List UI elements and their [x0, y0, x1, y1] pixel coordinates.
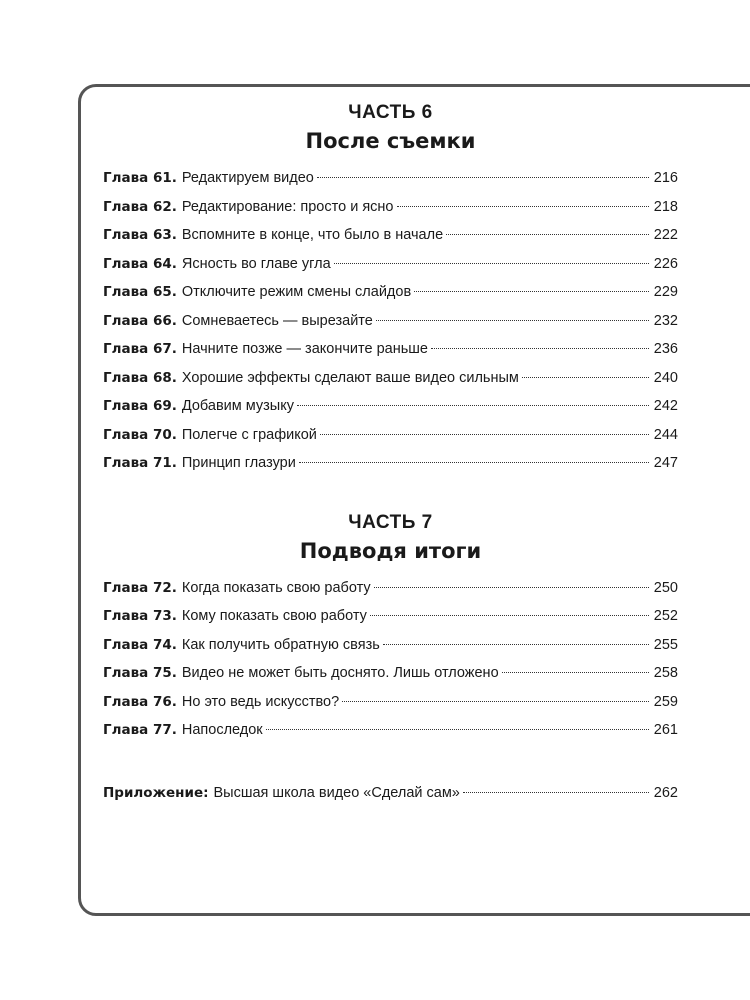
chapter-title: Начните позже — закончите раньше [181, 341, 428, 357]
page-number: 236 [653, 341, 678, 357]
dot-leader [266, 729, 649, 730]
chapter-title: Полегче с графикой [181, 426, 317, 443]
page-number: 261 [653, 722, 678, 738]
toc-entry-chapter-75[interactable] [103, 659, 678, 688]
part-6-title: После съемки [305, 129, 476, 153]
part-6-section [103, 100, 678, 478]
page-number: 222 [653, 227, 678, 243]
page-number: 240 [653, 369, 678, 386]
toc-entry-chapter-67[interactable] [103, 335, 678, 364]
toc-entry-chapter-74[interactable] [103, 631, 678, 660]
chapter-title: Ясность во главе угла [181, 255, 331, 272]
toc-entry-chapter-70[interactable] [103, 421, 678, 450]
dot-leader [502, 672, 649, 673]
dot-leader [317, 177, 649, 178]
chapter-title: Отключите режим смены слайдов [181, 284, 412, 300]
appendix-list [103, 779, 678, 808]
page-number: 218 [653, 198, 678, 215]
chapter-title: Добавим музыку [181, 398, 294, 414]
page-number: 226 [653, 255, 678, 272]
dot-leader [320, 434, 649, 435]
toc-entry-chapter-63[interactable] [103, 221, 678, 250]
dot-leader [297, 405, 649, 406]
page-number: 258 [653, 665, 678, 681]
chapter-number: Глава 74. [103, 636, 177, 653]
part-7-section [103, 510, 678, 745]
chapter-number: Глава 69. [103, 398, 177, 414]
dot-leader [414, 291, 649, 292]
part-7-label: ЧАСТЬ 7 [348, 511, 433, 533]
chapter-number: Глава 72. [103, 579, 177, 596]
dot-leader [397, 206, 650, 207]
chapter-number: Глава 71. [103, 455, 177, 471]
chapter-title: Хорошие эффекты сделают ваше видео сильным [181, 369, 519, 386]
toc-entry-chapter-64[interactable] [103, 250, 678, 279]
chapter-title: Вспомните в конце, что было в начале [181, 227, 444, 243]
appendix-title: Высшая школа видео «Сделай сам» [213, 784, 460, 801]
toc-entry-chapter-76[interactable] [103, 688, 678, 717]
chapter-number: Глава 65. [103, 284, 177, 300]
dot-leader [383, 644, 649, 645]
page-number: 250 [653, 579, 678, 596]
part-7-title: Подводя итоги [299, 538, 482, 563]
chapter-number: Глава 63. [103, 227, 177, 243]
toc-entry-chapter-73[interactable] [103, 602, 678, 631]
dot-leader [334, 263, 649, 264]
page-number: 242 [653, 398, 678, 414]
chapter-title: Сомневаетесь — вырезайте [181, 312, 373, 329]
chapter-number: Глава 70. [103, 426, 177, 443]
chapter-title: Но это ведь искусство? [181, 693, 340, 710]
chapter-number: Глава 68. [103, 369, 177, 386]
toc-entry-chapter-62[interactable] [103, 193, 678, 222]
dot-leader [376, 320, 649, 321]
toc-entry-chapter-77[interactable] [103, 716, 678, 745]
toc-entry-chapter-65[interactable] [103, 278, 678, 307]
toc-entry-appendix[interactable] [103, 779, 678, 808]
chapter-number: Глава 67. [103, 341, 177, 357]
chapter-title: Кому показать свою работу [181, 608, 367, 624]
chapter-number: Глава 77. [103, 722, 177, 738]
dot-leader [431, 348, 649, 349]
chapter-number: Глава 73. [103, 608, 177, 624]
toc-entry-chapter-72[interactable] [103, 574, 678, 603]
dot-leader [342, 701, 649, 702]
part-6-chapter-list [103, 164, 678, 478]
dot-leader [374, 587, 649, 588]
chapter-number: Глава 75. [103, 665, 177, 681]
dot-leader [522, 377, 649, 378]
part-7-chapter-list [103, 574, 678, 745]
chapter-title: Когда показать свою работу [181, 579, 371, 596]
chapter-title: Видео не может быть доснято. Лишь отложено [181, 665, 499, 681]
page-number: 255 [653, 636, 678, 653]
dot-leader [370, 615, 649, 616]
chapter-title: Редактируем видео [181, 170, 314, 186]
toc-entry-chapter-61[interactable] [103, 164, 678, 193]
page-number: 244 [653, 426, 678, 443]
page-number: 252 [653, 608, 678, 624]
dot-leader [463, 792, 649, 793]
toc-entry-chapter-66[interactable] [103, 307, 678, 336]
chapter-number: Глава 66. [103, 312, 177, 329]
page-number: 216 [653, 170, 678, 186]
chapter-title: Принцип глазури [181, 455, 296, 471]
page-number: 259 [653, 693, 678, 710]
page-number: 262 [653, 784, 678, 801]
chapter-title: Редактирование: просто и ясно [181, 198, 394, 215]
chapter-number: Глава 64. [103, 255, 177, 272]
dot-leader [446, 234, 649, 235]
chapter-number: Глава 61. [103, 170, 177, 186]
toc-content [103, 100, 678, 807]
chapter-title: Напоследок [181, 722, 263, 738]
chapter-number: Глава 76. [103, 693, 177, 710]
toc-entry-chapter-71[interactable] [103, 449, 678, 478]
part-6-label: ЧАСТЬ 6 [348, 102, 433, 123]
chapter-number: Глава 62. [103, 198, 177, 215]
chapter-title: Как получить обратную связь [181, 636, 380, 653]
page-number: 229 [653, 284, 678, 300]
dot-leader [299, 462, 649, 463]
toc-entry-chapter-69[interactable] [103, 392, 678, 421]
toc-entry-chapter-68[interactable] [103, 364, 678, 393]
appendix-label: Приложение: [103, 784, 209, 801]
page-number: 232 [653, 312, 678, 329]
page-number: 247 [653, 455, 678, 471]
